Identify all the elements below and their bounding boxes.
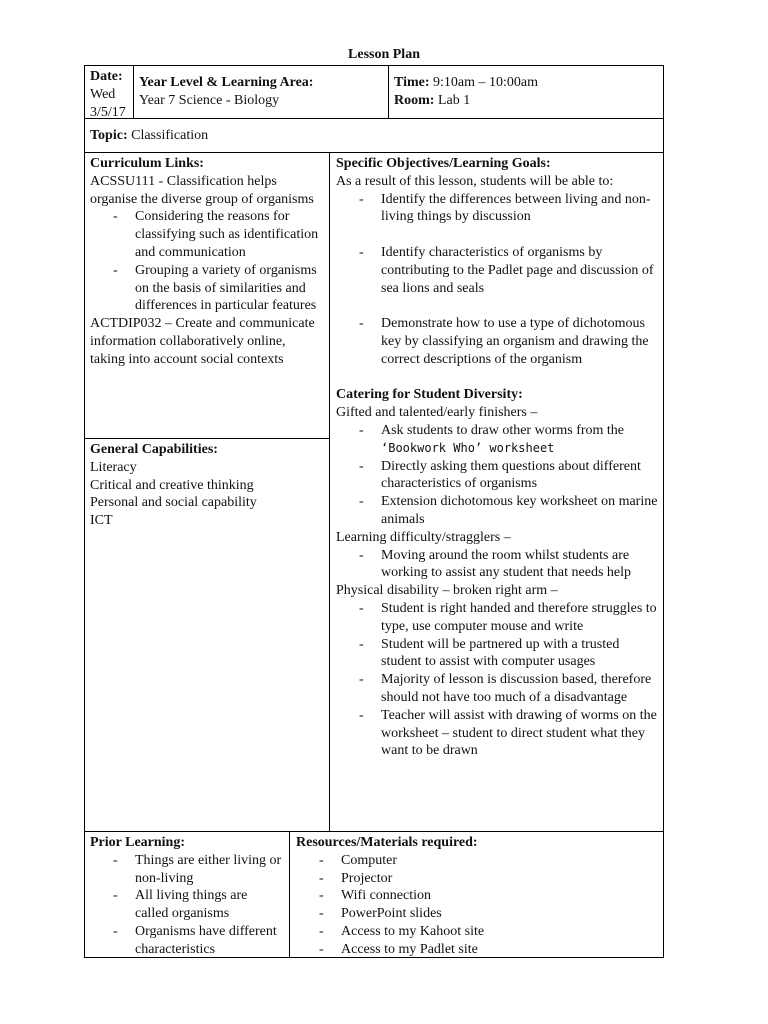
list-item: Critical and creative thinking [90, 477, 254, 493]
time-label: Time: [394, 75, 430, 90]
topic-cell [84, 118, 664, 153]
list-item: - Moving around the room whilst students are working to assist any student that needs help [336, 547, 658, 583]
resources-cell [289, 831, 664, 958]
list-item: - Wifi connection [296, 887, 658, 905]
gifted-label: Gifted and talented/early finishers – [336, 405, 538, 421]
curriculum-extra: ACTDIP032 – Create and communicate information collaboratively online, taking into account social contexts [90, 316, 315, 367]
date-value: 3/5/17 [90, 104, 126, 119]
prior-learning-label: Prior Learning: [90, 835, 186, 850]
diversity-label: Catering for Student Diversity: [336, 387, 523, 403]
list-item: - Majority of lesson is discussion based, therefore should not have too much of a disadvantage [336, 671, 658, 707]
list-item: ICT [90, 513, 113, 529]
list-item: - Organisms have different characteristics [90, 923, 284, 958]
list-item: Personal and social capability [90, 495, 257, 511]
list-item: - Teacher will assist with drawing of worms on the worksheet – student to direct student what they want to be drawn [336, 707, 658, 760]
list-item: - Extension dichotomous key worksheet on marine animals [336, 493, 658, 529]
objectives-diversity-cell [329, 152, 664, 832]
year-level-label: Year Level & Learning Area: [139, 75, 314, 90]
capabilities-label: General Capabilities: [90, 442, 218, 457]
list-item: - Student is right handed and therefore struggles to type, use computer mouse and write [336, 600, 658, 636]
difficulty-label: Learning difficulty/stragglers – [336, 529, 511, 545]
list-item: - Ask students to draw other worms from the ‘Bookwork Who’ worksheet [336, 422, 658, 458]
list-item: - Student will be partnered up with a trusted student to assist with computer usages [336, 636, 658, 672]
objectives-intro: As a result of this lesson, students will be able to: [336, 173, 614, 189]
prior-learning-cell [84, 831, 290, 958]
resources-bullets [296, 852, 658, 958]
list-item: - Access to my Kahoot site [296, 923, 658, 941]
objectives-bullets [336, 191, 658, 369]
general-capabilities-cell [84, 438, 330, 832]
curriculum-intro: ACSSU111 - Classification helps organise the diverse group of organisms [90, 173, 314, 207]
list-item: - Identify the differences between living and non-living things by discussion [336, 191, 658, 227]
list-item: - Considering the reasons for classifying such as identification and communication [90, 208, 324, 261]
list-item: - Demonstrate how to use a type of dichotomous key by classifying an organism and drawing the correct descriptions of the organism [336, 315, 658, 368]
physical-bullets [336, 600, 658, 760]
room-label: Room: [394, 92, 435, 108]
topic-label: Topic: [90, 128, 128, 143]
list-item: - All living things are called organisms [90, 887, 284, 923]
list-item: - Access to my Padlet site [296, 941, 658, 958]
list-item: - Directly asking them questions about different characteristics of organisms [336, 458, 658, 494]
topic-value: Classification [131, 128, 209, 143]
date-label: Date: [90, 69, 123, 84]
list-item: - PowerPoint slides [296, 905, 658, 923]
time-room-cell [388, 65, 664, 119]
curriculum-label: Curriculum Links: [90, 156, 204, 171]
date-day: Wed [90, 86, 116, 102]
date-cell [84, 65, 134, 119]
document-title: Lesson Plan [348, 47, 420, 62]
year-level-cell [133, 65, 389, 119]
difficulty-bullets [336, 547, 658, 583]
physical-label: Physical disability – broken right arm – [336, 583, 558, 599]
list-item: - Identify characteristics of organisms by contributing to the Padlet page and discussion of sea lions and seals [336, 244, 658, 297]
room-value: Lab 1 [437, 92, 471, 108]
curriculum-links-cell [84, 152, 330, 439]
list-item: - Things are either living or non-living [90, 852, 284, 888]
list-item: - Projector [296, 870, 658, 888]
list-item: - Computer [296, 852, 658, 870]
objectives-label: Specific Objectives/Learning Goals: [336, 156, 551, 171]
resources-label: Resources/Materials required: [296, 835, 478, 850]
list-item: - Grouping a variety of organisms on the basis of similarities and differences in particular features [90, 262, 324, 315]
curriculum-bullets [90, 208, 324, 315]
list-item: Literacy [90, 459, 137, 475]
gifted-bullets [336, 422, 658, 529]
year-level-value: Year 7 Science - Biology [139, 92, 280, 108]
time-value: 9:10am – 10:00am [433, 75, 539, 90]
prior-learning-bullets [90, 852, 284, 958]
